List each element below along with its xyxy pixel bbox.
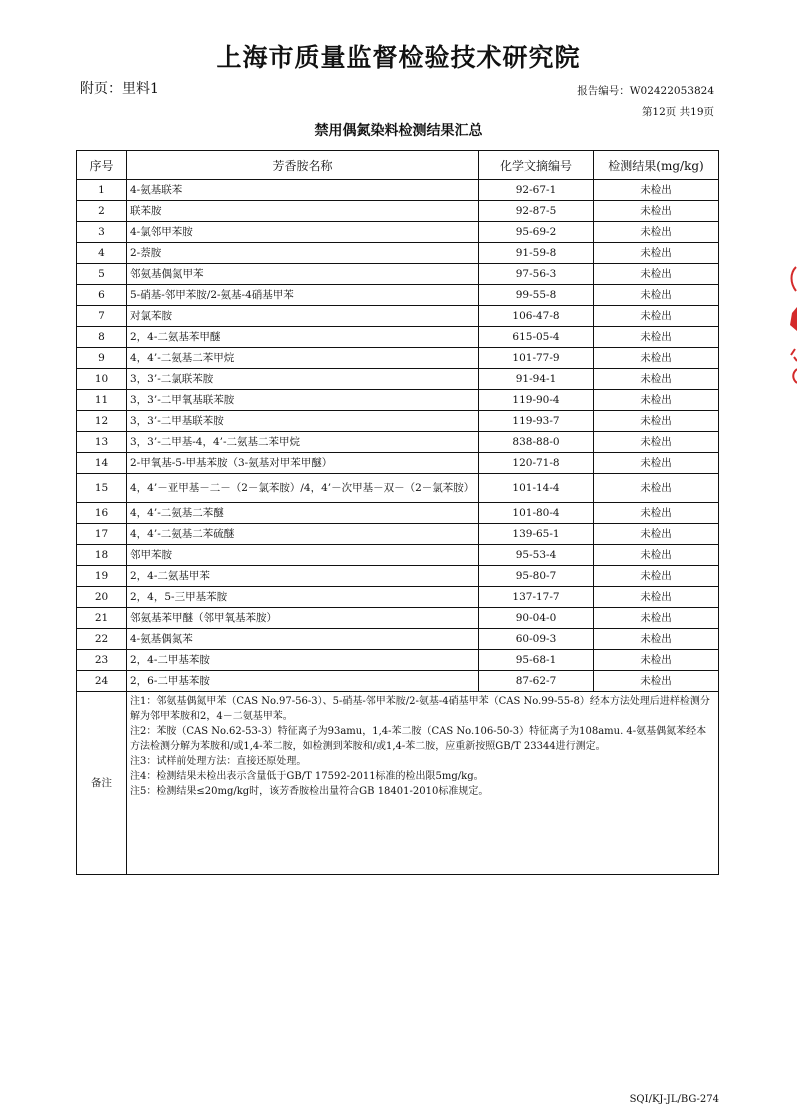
row-number: 21 <box>77 608 127 629</box>
amine-name: 4-氨基偶氮苯 <box>127 629 479 650</box>
test-result: 未检出 <box>594 453 719 474</box>
test-result: 未检出 <box>594 671 719 692</box>
attachment-label: 附页：里料1 <box>80 81 159 97</box>
row-number: 12 <box>77 411 127 432</box>
cas-number: 139-65-1 <box>479 524 594 545</box>
row-number: 23 <box>77 650 127 671</box>
document-code: SQI/KJ-JL/BG-274 <box>629 1094 719 1105</box>
amine-name: 3，3’-二甲基-4，4’-二氨基二苯甲烷 <box>127 432 479 453</box>
amine-name: 2，4，5-三甲基苯胺 <box>127 587 479 608</box>
amine-name: 2，4-二氨基苯甲醚 <box>127 327 479 348</box>
amine-name: 邻氨基偶氮甲苯 <box>127 264 479 285</box>
table-row <box>77 608 719 629</box>
table-row <box>77 545 719 566</box>
notes-content <box>127 692 719 875</box>
cas-number: 60-09-3 <box>479 629 594 650</box>
table-row <box>77 432 719 453</box>
cas-number: 90-04-0 <box>479 608 594 629</box>
amine-name: 3，3’-二甲氧基联苯胺 <box>127 390 479 411</box>
note-line: 注4：检测结果未检出表示含量低于GB/T 17592-2011标准的检出限5mg/kg。 <box>130 771 484 782</box>
row-number: 3 <box>77 222 127 243</box>
table-row <box>77 348 719 369</box>
test-result: 未检出 <box>594 524 719 545</box>
row-number: 6 <box>77 285 127 306</box>
report-number: 报告编号：W02422053824 <box>577 85 714 97</box>
test-result: 未检出 <box>594 243 719 264</box>
amine-name: 2，4-二氨基甲苯 <box>127 566 479 587</box>
test-result: 未检出 <box>594 432 719 453</box>
cas-number: 120-71-8 <box>479 453 594 474</box>
test-result: 未检出 <box>594 369 719 390</box>
notes-label: 备注 <box>77 692 127 875</box>
amine-name: 对氯苯胺 <box>127 306 479 327</box>
cas-number: 101-80-4 <box>479 503 594 524</box>
amine-name: 3，3’-二氯联苯胺 <box>127 369 479 390</box>
table-row <box>77 285 719 306</box>
row-number: 9 <box>77 348 127 369</box>
cas-number: 137-17-7 <box>479 587 594 608</box>
amine-name: 4-氨基联苯 <box>127 180 479 201</box>
row-number: 16 <box>77 503 127 524</box>
row-number: 17 <box>77 524 127 545</box>
table-row <box>77 587 719 608</box>
test-result: 未检出 <box>594 285 719 306</box>
row-number: 5 <box>77 264 127 285</box>
row-number: 20 <box>77 587 127 608</box>
column-header-cas: 化学文摘编号 <box>479 151 594 180</box>
cas-number: 95-53-4 <box>479 545 594 566</box>
cas-number: 87-62-7 <box>479 671 594 692</box>
cas-number: 838-88-0 <box>479 432 594 453</box>
note-line: 注5：检测结果≤20mg/kg时，该芳香胺检出量符合GB 18401-2010标准规定。 <box>130 786 489 797</box>
row-number: 8 <box>77 327 127 348</box>
test-result: 未检出 <box>594 650 719 671</box>
table-row <box>77 453 719 474</box>
test-result: 未检出 <box>594 545 719 566</box>
row-number: 15 <box>77 474 127 503</box>
row-number: 4 <box>77 243 127 264</box>
page-info: 第12页 共19页 <box>641 106 714 118</box>
table-row <box>77 503 719 524</box>
column-header-result: 检测结果(mg/kg) <box>594 151 719 180</box>
row-number: 22 <box>77 629 127 650</box>
cas-number: 92-67-1 <box>479 180 594 201</box>
cas-number: 101-14-4 <box>479 474 594 503</box>
table-row <box>77 327 719 348</box>
test-result: 未检出 <box>594 566 719 587</box>
test-result: 未检出 <box>594 327 719 348</box>
table-row <box>77 411 719 432</box>
test-result: 未检出 <box>594 222 719 243</box>
amine-name: 2，6-二甲基苯胺 <box>127 671 479 692</box>
test-result: 未检出 <box>594 503 719 524</box>
row-number: 2 <box>77 201 127 222</box>
cas-number: 95-80-7 <box>479 566 594 587</box>
row-number: 24 <box>77 671 127 692</box>
note-line: 注2：苯胺（CAS No.62-53-3）特征离子为93amu，1,4-苯二胺（CAS No.106-50-3）特征离子为108amu. 4-氨基偶氮苯经本方法检测分解为苯胺和/或1,4-苯二胺，如检测到苯胺和/或1,4-苯二胺，应重新按照GB/T 23344进行测定。 <box>130 726 707 752</box>
table-row <box>77 474 719 503</box>
test-result: 未检出 <box>594 306 719 327</box>
table-row <box>77 524 719 545</box>
amine-name: 4，4’-二氨基二苯甲烷 <box>127 348 479 369</box>
table-body <box>77 180 719 692</box>
table-subtitle: 禁用偶氮染料检测结果汇总 <box>314 123 483 139</box>
amine-name: 2-甲氧基-5-甲基苯胺（3-氨基对甲苯甲醚） <box>127 453 479 474</box>
test-result: 未检出 <box>594 608 719 629</box>
table-row <box>77 222 719 243</box>
table-row <box>77 390 719 411</box>
amine-name: 5-硝基-邻甲苯胺/2-氨基-4硝基甲苯 <box>127 285 479 306</box>
table-row <box>77 264 719 285</box>
row-number: 14 <box>77 453 127 474</box>
amine-name: 邻氨基苯甲醚（邻甲氧基苯胺） <box>127 608 479 629</box>
cas-number: 95-69-2 <box>479 222 594 243</box>
test-result: 未检出 <box>594 587 719 608</box>
cas-number: 101-77-9 <box>479 348 594 369</box>
cas-number: 119-93-7 <box>479 411 594 432</box>
test-result: 未检出 <box>594 390 719 411</box>
amine-name: 联苯胺 <box>127 201 479 222</box>
table-row <box>77 629 719 650</box>
note-line: 注1：邻氨基偶氮甲苯（CAS No.97-56-3）、5-硝基-邻甲苯胺/2-氨基-4硝基甲苯（CAS No.99-55-8）经本方法处理后进样检测分解为邻甲苯胺和2，4－二氨基甲苯。 <box>130 696 710 722</box>
table-row <box>77 369 719 390</box>
amine-name: 2，4-二甲基苯胺 <box>127 650 479 671</box>
row-number: 7 <box>77 306 127 327</box>
cas-number: 95-68-1 <box>479 650 594 671</box>
table-row <box>77 180 719 201</box>
row-number: 13 <box>77 432 127 453</box>
row-number: 19 <box>77 566 127 587</box>
test-result: 未检出 <box>594 411 719 432</box>
amine-name: 3，3’-二甲基联苯胺 <box>127 411 479 432</box>
table-row <box>77 201 719 222</box>
row-number: 18 <box>77 545 127 566</box>
table-row <box>77 671 719 692</box>
row-number: 10 <box>77 369 127 390</box>
test-result: 未检出 <box>594 474 719 503</box>
row-number: 1 <box>77 180 127 201</box>
column-header-name: 芳香胺名称 <box>127 151 479 180</box>
cas-number: 92-87-5 <box>479 201 594 222</box>
red-seal-stamp <box>786 265 797 385</box>
note-line: 注3：试样前处理方法：直接还原处理。 <box>130 756 307 767</box>
cas-number: 99-55-8 <box>479 285 594 306</box>
notes-row <box>77 692 719 875</box>
test-result: 未检出 <box>594 201 719 222</box>
amine-name: 4，4’-二氨基二苯醚 <box>127 503 479 524</box>
amine-name: 邻甲苯胺 <box>127 545 479 566</box>
amine-name: 4，4’－亚甲基－二－（2－氯苯胺）/4，4’－次甲基－双－（2－氯苯胺） <box>127 474 479 503</box>
column-header-no: 序号 <box>77 151 127 180</box>
table-row <box>77 566 719 587</box>
cas-number: 91-59-8 <box>479 243 594 264</box>
cas-number: 97-56-3 <box>479 264 594 285</box>
cas-number: 106-47-8 <box>479 306 594 327</box>
amine-name: 2-萘胺 <box>127 243 479 264</box>
test-result: 未检出 <box>594 629 719 650</box>
table-row <box>77 650 719 671</box>
test-result: 未检出 <box>594 348 719 369</box>
test-result: 未检出 <box>594 264 719 285</box>
table-header-row <box>77 151 719 180</box>
table-row <box>77 243 719 264</box>
test-result: 未检出 <box>594 180 719 201</box>
institute-title: 上海市质量监督检验技术研究院 <box>216 43 581 72</box>
amine-name: 4，4’-二氨基二苯硫醚 <box>127 524 479 545</box>
results-table <box>76 150 719 875</box>
cas-number: 119-90-4 <box>479 390 594 411</box>
row-number: 11 <box>77 390 127 411</box>
amine-name: 4-氯邻甲苯胺 <box>127 222 479 243</box>
table-row <box>77 306 719 327</box>
cas-number: 91-94-1 <box>479 369 594 390</box>
cas-number: 615-05-4 <box>479 327 594 348</box>
